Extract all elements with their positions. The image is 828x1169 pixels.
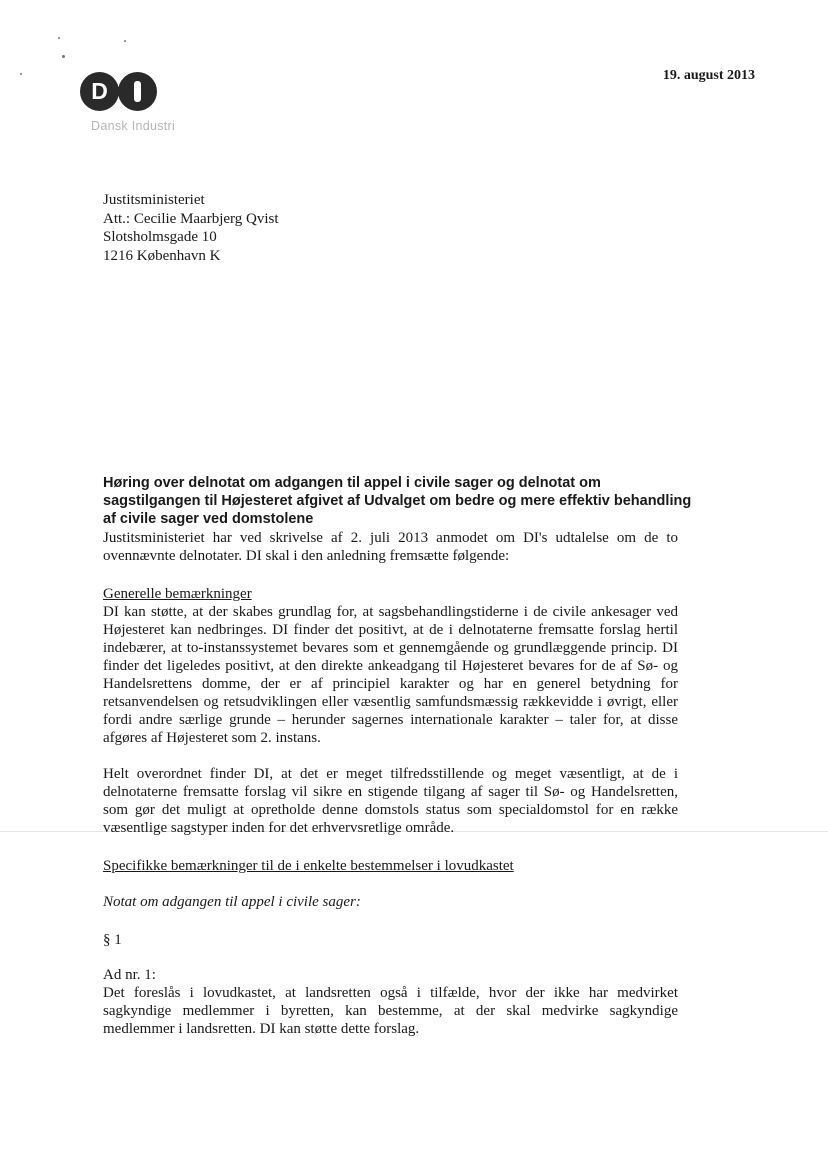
scan-speck xyxy=(62,55,65,58)
scan-speck xyxy=(20,73,22,75)
address-line: 1216 København K xyxy=(103,247,221,264)
logo-d-circle: D xyxy=(80,72,119,111)
notat-title: Notat om adgangen til appel i civile sager: xyxy=(103,894,361,910)
logo-i-bar xyxy=(134,81,141,102)
item-label: Ad nr. 1: xyxy=(103,967,156,983)
item-paragraph: Det foreslås i lovudkastet, at landsretten også i tilfælde, hvor der ikke har medvirket sagkyndige medlemmer i byretten, kan bestemme, at der skal medvirke sagkyndige medlemmer i landsretten. DI kan støtte dette forslag. xyxy=(103,985,678,1037)
specific-remarks-title: Specifikke bemærkninger til de i enkelte bestemmelser i lovudkastet xyxy=(103,858,514,874)
scan-speck xyxy=(58,37,60,39)
letter-heading: Høring over delnotat om adgangen til appel i civile sager og delnotat om sagstilgangen til Højesteret afgivet af Udvalget om bedre og mere effektiv behandling af civile sager ved domstolene xyxy=(103,475,692,527)
general-remarks-paragraph: DI kan støtte, at der skabes grundlag for, at sagsbehandlingstiderne i de civile ankesager ved Højesteret kan nedbringes. DI finder det positivt, at de i delnotaterne fremsatte forslag hertil indebærer, at to-instanssystemet bevares som et gennemgående og grundlæggende princip. DI finder det ligeledes positivt, at den direkte ankeadgang til Højesteret bevares for de af Sø- og Handelsrettens domme, der er af principiel karakter og har en generel betydning for retsanvendelsen og retsudviklingen eller væsentlig samfundsmæssig rækkevidde i øvrigt, eller fordi andre særlige grunde – herunder sagernes internationale karakter – taler for, at disse afgøres af Højesteret som 2. instans. xyxy=(103,604,678,746)
di-logo xyxy=(80,72,200,142)
address-line: Slotsholmsgade 10 xyxy=(103,229,217,245)
intro-paragraph: Justitsministeriet har ved skrivelse af 2. juli 2013 anmodet om DI's udtalelse om de to ovennævnte delnotater. DI skal i den anledning fremsætte følgende: xyxy=(103,530,678,564)
letter-date: 19. august 2013 xyxy=(662,68,755,83)
address-line: Att.: Cecilie Maarbjerg Qvist xyxy=(103,210,279,227)
general-remarks-title: Generelle bemærkninger xyxy=(103,586,252,602)
logo-i-circle xyxy=(118,72,157,111)
scan-speck xyxy=(124,40,126,42)
recipient-address xyxy=(103,191,279,265)
section-marker: § 1 xyxy=(103,932,122,948)
overall-paragraph: Helt overordnet finder DI, at det er meget tilfredsstillende og meget væsentligt, at de i delnotaterne fremsatte forslag vil sikre en stigende tilgang af sager til Sø- og Handelsretten, som gør det muligt at opretholde denne domstols status som specialdomstol for en række væsentlige sagstyper inden for det erhvervsretlige område. xyxy=(103,766,678,836)
logo-tagline: Dansk Industri xyxy=(91,119,176,133)
address-line: Justitsministeriet xyxy=(103,192,205,208)
